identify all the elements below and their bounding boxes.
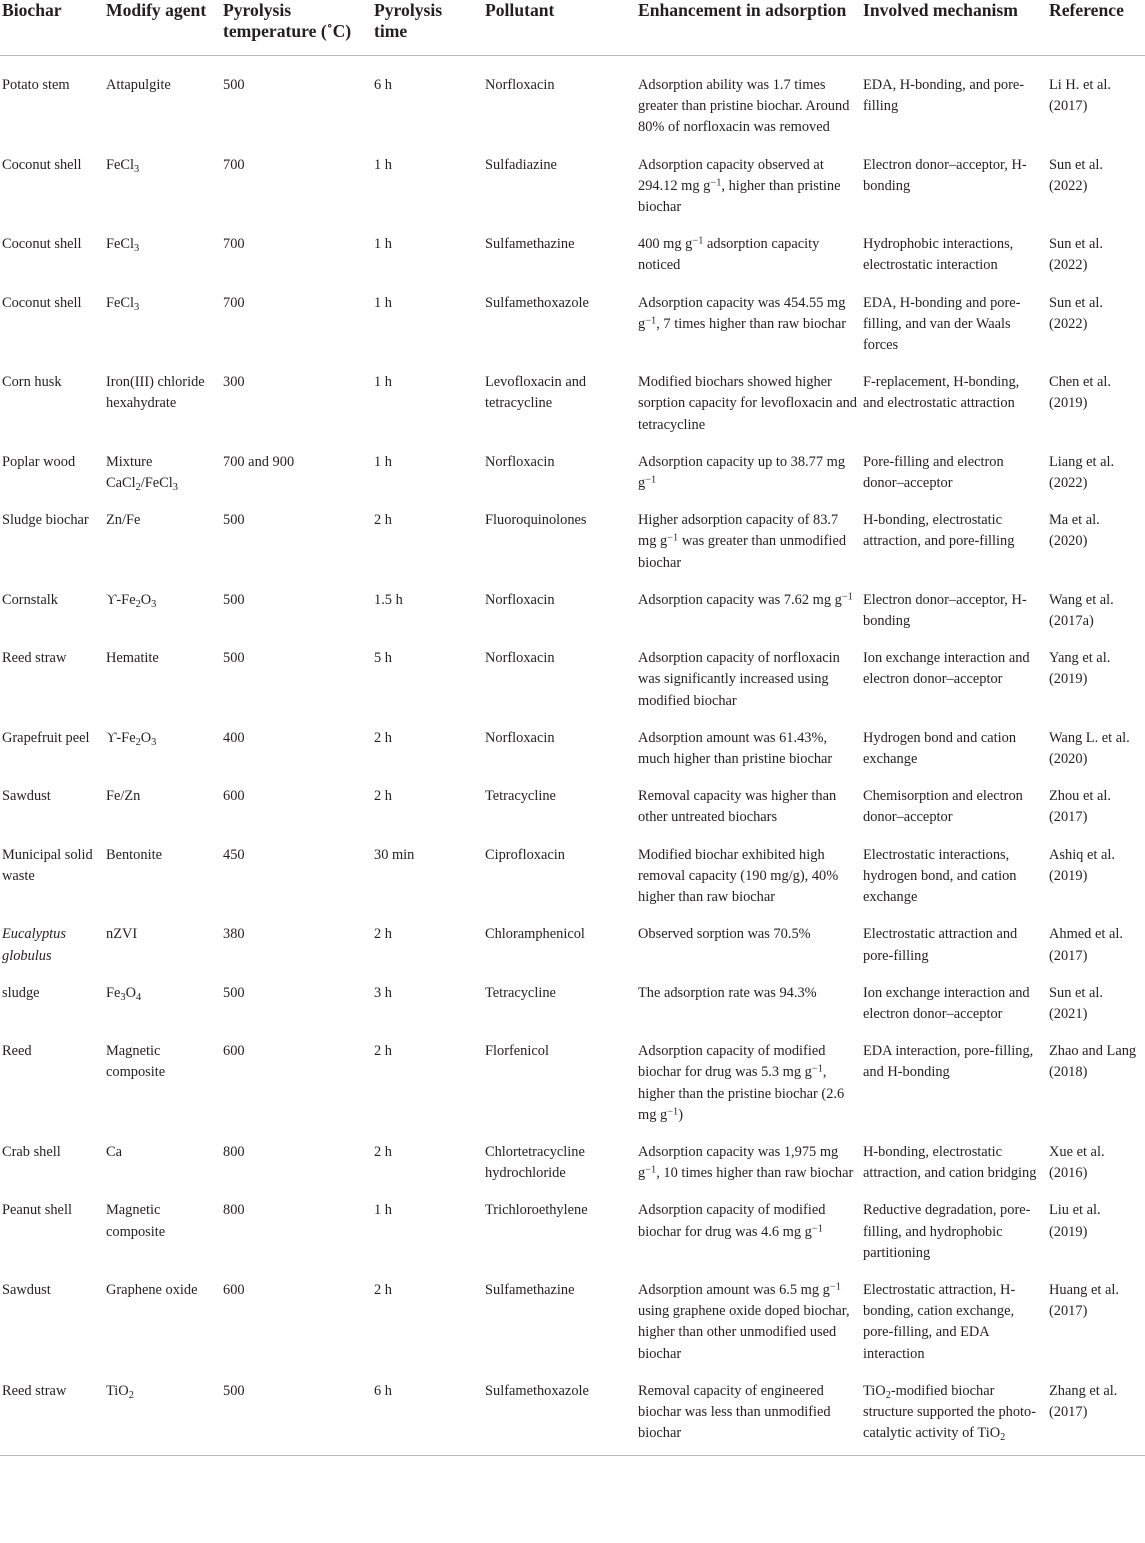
table-row — [0, 1032, 1145, 1133]
header-reference: Reference — [1049, 0, 1145, 56]
cell-pollutant: Fluoroquinolones — [485, 512, 587, 529]
cell-enhancement: The adsorption rate was 94.3% — [638, 984, 817, 1001]
cell-enhancement: Adsorption capacity up to 38.77 mg $g^{-1}$ — [638, 453, 846, 492]
cell-reference: Sun et al. (2022) — [1049, 294, 1103, 332]
cell-temperature: 400 — [223, 729, 245, 746]
cell-modify-agent: Mixture CaCl$_2$/FeCl$_3$ — [106, 453, 178, 493]
cell-modify-agent: $Fe_3O_4$ — [106, 984, 142, 1003]
cell-biochar: Grapefruit peel — [2, 729, 90, 746]
cell-pollutant: Chloramphenicol — [485, 926, 585, 943]
cell-modify-agent: Ca — [106, 1143, 122, 1160]
cell-mechanism: Electron donor–acceptor, H-bonding — [863, 591, 1027, 630]
cell-pollutant: Levofloxacin and tetracycline — [485, 374, 587, 412]
cell-time: 1 h — [374, 294, 392, 311]
cell-modify-agent: nZVI — [106, 926, 138, 943]
cell-enhancement: Adsorption ability was 1.7 times greater than pristine biochar. Around 80% of norfloxacin was removed — [638, 77, 850, 136]
cell-biochar: sludge — [2, 984, 40, 1001]
cell-pollutant: Florfenicol — [485, 1043, 549, 1060]
cell-temperature: 800 — [223, 1202, 245, 1219]
cell-biochar: Reed — [2, 1043, 32, 1060]
cell-time: 1.5 h — [374, 591, 403, 608]
cell-pollutant: Norfloxacin — [485, 591, 555, 608]
cell-temperature: 300 — [223, 374, 245, 391]
cell-biochar: Coconut shell — [2, 236, 82, 253]
cell-modify-agent: Attapulgite — [106, 77, 171, 93]
header-enhancement: Enhancement in adsorption — [638, 0, 863, 56]
cell-enhancement: Adsorption capacity observed at 294.12 mg $g^{-1}$, higher than pristine biochar — [638, 156, 841, 216]
cell-reference: Ma et al. (2020) — [1049, 512, 1100, 550]
cell-mechanism: Electrostatic attraction and pore-filling — [863, 926, 1018, 964]
cell-time: 2 h — [374, 512, 392, 529]
cell-temperature: 600 — [223, 1281, 245, 1298]
cell-reference: Xue et al. (2016) — [1049, 1143, 1105, 1182]
cell-modify-agent: Magnetic composite — [106, 1202, 166, 1240]
table-row — [0, 1191, 1145, 1271]
cell-biochar: Eucalyptus globulus — [2, 926, 66, 964]
cell-temperature: 800 — [223, 1143, 245, 1160]
table-row — [0, 581, 1145, 639]
cell-mechanism: Ion exchange interaction and electron donor–acceptor — [863, 984, 1030, 1022]
cell-reference: Ashiq et al. (2019) — [1049, 846, 1115, 884]
cell-modify-agent: Magnetic composite — [106, 1043, 166, 1081]
table-row — [0, 443, 1145, 501]
cell-pollutant: Sulfamethoxazole — [485, 294, 589, 311]
cell-mechanism: Pore-filling and electron donor–acceptor — [863, 453, 1004, 492]
cell-pollutant: Norfloxacin — [485, 729, 555, 746]
header-pyrolysis-time: Pyrolysis time — [374, 0, 485, 56]
table-row — [0, 501, 1145, 581]
cell-time: 5 h — [374, 650, 392, 667]
table-row — [0, 225, 1145, 283]
cell-reference: Li H. et al. (2017) — [1049, 77, 1111, 115]
cell-pollutant: Sulfamethazine — [485, 1281, 575, 1298]
header-pyrolysis-temperature: Pyrolysis temperature (˚C) — [223, 0, 374, 56]
cell-pollutant: Ciprofloxacin — [485, 846, 565, 863]
cell-mechanism: Electrostatic attraction, H-bonding, cation exchange, pore-filling, and EDA interaction — [863, 1281, 1016, 1362]
cell-mechanism: Hydrogen bond and cation exchange — [863, 729, 1017, 768]
cell-temperature: 500 — [223, 984, 245, 1001]
cell-modify-agent: $ϒ-Fe_2O_3$ — [106, 729, 157, 748]
cell-biochar: Corn husk — [2, 374, 62, 391]
cell-modify-agent: Bentonite — [106, 846, 162, 863]
cell-reference: Liu et al. (2019) — [1049, 1202, 1101, 1240]
cell-reference: Zhang et al. (2017) — [1049, 1372, 1145, 1456]
cell-mechanism: F-replacement, H-bonding, and electrostatic attraction — [863, 374, 1020, 412]
cell-temperature: 700 — [223, 156, 245, 173]
cell-reference: Yang et al. (2019) — [1049, 650, 1111, 688]
cell-time: 2 h — [374, 788, 392, 805]
cell-mechanism: Ion exchange interaction and electron donor–acceptor — [863, 650, 1030, 688]
cell-pollutant: Tetracycline — [485, 984, 556, 1001]
header-mechanism: Involved mechanism — [863, 0, 1049, 56]
cell-mechanism: TiO$_2$-modified biochar structure supported the photo-catalytic activity of TiO$_2$ — [863, 1372, 1049, 1456]
cell-reference: Liang et al. (2022) — [1049, 453, 1115, 492]
cell-mechanism: Reductive degradation, pore-filling, and hydrophobic partitioning — [863, 1202, 1031, 1261]
cell-biochar: Reed straw — [0, 1372, 106, 1456]
cell-time: 3 h — [374, 984, 392, 1001]
cell-enhancement: 400 mg $g^{-1}$ adsorption capacity noticed — [638, 235, 820, 274]
cell-time: 2 h — [374, 1281, 392, 1298]
cell-reference: Wang L. et al. (2020) — [1049, 729, 1130, 768]
header-row — [0, 0, 1145, 56]
cell-time: 2 h — [374, 729, 392, 746]
cell-modify-agent: FeCl$_3$ — [106, 156, 140, 175]
cell-biochar: Potato stem — [2, 77, 70, 93]
cell-time: 2 h — [374, 1043, 392, 1060]
cell-mechanism: Electron donor–acceptor, H-bonding — [863, 156, 1027, 194]
cell-reference: Huang et al. (2017) — [1049, 1281, 1119, 1320]
cell-biochar: Sludge biochar — [2, 512, 89, 529]
cell-pollutant: Sulfamethoxazole — [485, 1372, 638, 1456]
cell-biochar: Poplar wood — [2, 453, 76, 470]
cell-reference: Sun et al. (2022) — [1049, 156, 1103, 194]
cell-pollutant: Norfloxacin — [485, 650, 555, 667]
cell-pollutant: Chlortetracycline hydrochloride — [485, 1143, 585, 1182]
cell-modify-agent: FeCl$_3$ — [106, 236, 140, 255]
table-row — [0, 719, 1145, 777]
table-row — [0, 56, 1145, 146]
cell-enhancement: Adsorption capacity was 1,975 mg $g^{-1}$, 10 times higher than raw biochar — [638, 1143, 854, 1182]
cell-biochar: Sawdust — [2, 1281, 51, 1298]
cell-temperature: 500 — [223, 512, 245, 529]
cell-modify-agent: Zn/Fe — [106, 512, 141, 529]
cell-temperature: 500 — [223, 77, 245, 93]
cell-time: 1 h — [374, 453, 392, 470]
cell-modify-agent: Iron(III) chloride hexahydrate — [106, 374, 205, 412]
cell-enhancement: Modified biochars showed higher sorption capacity for levofloxacin and tetracycline — [638, 374, 857, 433]
table-row — [0, 974, 1145, 1032]
cell-pollutant: Sulfamethazine — [485, 236, 575, 253]
cell-biochar: Crab shell — [2, 1143, 61, 1160]
table-row — [0, 363, 1145, 443]
cell-reference: Zhao and Lang (2018) — [1049, 1043, 1137, 1081]
cell-mechanism: EDA, H-bonding, and pore-filling — [863, 77, 1025, 115]
cell-enhancement: Adsorption capacity of modified biochar for drug was 4.6 mg $g^{-1}$ — [638, 1202, 826, 1240]
cell-reference: Zhou et al. (2017) — [1049, 788, 1111, 826]
table-row — [0, 915, 1145, 973]
cell-time: 2 h — [374, 926, 392, 943]
cell-time: 6 h — [374, 77, 392, 93]
cell-enhancement: Adsorption amount was 6.5 mg $g^{-1}$ using graphene oxide doped biochar, higher than other unmodified used biochar — [638, 1281, 850, 1362]
cell-reference: Ahmed et al. (2017) — [1049, 926, 1123, 964]
cell-enhancement: Higher adsorption capacity of 83.7 mg $g^{-1}$ was greater than unmodified biochar — [638, 512, 847, 571]
cell-biochar: Sawdust — [2, 788, 51, 805]
cell-mechanism: EDA, H-bonding and pore-filling, and van der Waals forces — [863, 294, 1021, 354]
cell-pollutant: Trichloroethylene — [485, 1202, 588, 1219]
cell-time: 1 h — [374, 374, 392, 391]
cell-pollutant: Tetracycline — [485, 788, 556, 805]
cell-temperature: 450 — [223, 846, 245, 863]
cell-mechanism: Electrostatic interactions, hydrogen bond, and cation exchange — [863, 846, 1017, 906]
cell-biochar: Coconut shell — [2, 156, 82, 173]
cell-reference: Chen et al. (2019) — [1049, 374, 1111, 412]
cell-reference: Sun et al. (2022) — [1049, 236, 1103, 274]
cell-time: 30 min — [374, 846, 415, 863]
cell-time: 2 h — [374, 1143, 392, 1160]
cell-enhancement: Adsorption capacity was 454.55 mg $g^{-1}$, 7 times higher than raw biochar — [638, 294, 847, 332]
table-row — [0, 639, 1145, 719]
cell-enhancement: Adsorption capacity was 7.62 mg $g^{-1}$ — [638, 591, 853, 608]
cell-reference: Sun et al. (2021) — [1049, 984, 1103, 1022]
cell-pollutant: Norfloxacin — [485, 453, 555, 470]
cell-enhancement: Adsorption capacity of modified biochar for drug was 5.3 mg $g^{-1}$, higher than the pristine biochar (2.6 mg $g^{-1}$) — [638, 1043, 845, 1123]
table-row — [0, 1271, 1145, 1372]
cell-enhancement: Observed sorption was 70.5% — [638, 926, 811, 943]
cell-temperature: 380 — [223, 926, 245, 943]
cell-temperature: 700 and 900 — [223, 453, 295, 470]
cell-enhancement: Adsorption amount was 61.43%, much higher than pristine biochar — [638, 729, 833, 768]
cell-temperature: 600 — [223, 1043, 245, 1060]
cell-enhancement: Removal capacity of engineered biochar was less than unmodified biochar — [638, 1372, 863, 1456]
cell-temperature: 700 — [223, 236, 245, 253]
table-row — [0, 1372, 1145, 1456]
cell-temperature: 500 — [223, 1372, 374, 1456]
cell-modify-agent: FeCl$_3$ — [106, 294, 140, 313]
cell-enhancement: Modified biochar exhibited high removal capacity (190 mg/g), 40% higher than raw biochar — [638, 846, 839, 906]
cell-enhancement: Removal capacity was higher than other untreated biochars — [638, 788, 837, 826]
cell-mechanism: H-bonding, electrostatic attraction, and cation bridging — [863, 1143, 1037, 1182]
cell-modify-agent: $ϒ-Fe_2O_3$ — [106, 591, 157, 610]
header-biochar: Biochar — [0, 0, 106, 56]
cell-enhancement: Adsorption capacity of norfloxacin was significantly increased using modified biochar — [638, 650, 840, 709]
cell-temperature: 600 — [223, 788, 245, 805]
header-modify-agent: Modify agent — [106, 0, 223, 56]
cell-modify-agent: Fe/Zn — [106, 788, 141, 805]
table-row — [0, 284, 1145, 364]
cell-biochar: Municipal solid waste — [2, 846, 93, 884]
cell-biochar: Peanut shell — [2, 1202, 72, 1219]
cell-modify-agent: Hematite — [106, 650, 159, 667]
cell-time: 6 h — [374, 1372, 485, 1456]
cell-time: 1 h — [374, 1202, 392, 1219]
cell-pollutant: Norfloxacin — [485, 77, 555, 93]
cell-mechanism: EDA interaction, pore-filling, and H-bonding — [863, 1043, 1034, 1081]
cell-mechanism: H-bonding, electrostatic attraction, and pore-filling — [863, 512, 1015, 550]
table-row — [0, 836, 1145, 916]
table-row — [0, 146, 1145, 226]
cell-temperature: 500 — [223, 591, 245, 608]
cell-reference: Wang et al. (2017a) — [1049, 591, 1114, 630]
cell-modify-agent: TiO$_2$ — [106, 1372, 223, 1456]
table-body — [0, 56, 1145, 1456]
cell-temperature: 500 — [223, 650, 245, 667]
cell-biochar: Coconut shell — [2, 294, 82, 311]
header-pollutant: Pollutant — [485, 0, 638, 56]
cell-modify-agent: Graphene oxide — [106, 1281, 198, 1298]
cell-time: 1 h — [374, 156, 392, 173]
cell-biochar: Reed straw — [2, 650, 67, 667]
cell-mechanism: Chemisorption and electron donor–acceptor — [863, 788, 1023, 826]
cell-biochar: Cornstalk — [2, 591, 58, 608]
table-row — [0, 777, 1145, 835]
cell-temperature: 700 — [223, 294, 245, 311]
cell-time: 1 h — [374, 236, 392, 253]
table-row — [0, 1133, 1145, 1191]
cell-mechanism: Hydrophobic interactions, electrostatic interaction — [863, 236, 1014, 274]
cell-pollutant: Sulfadiazine — [485, 156, 557, 173]
